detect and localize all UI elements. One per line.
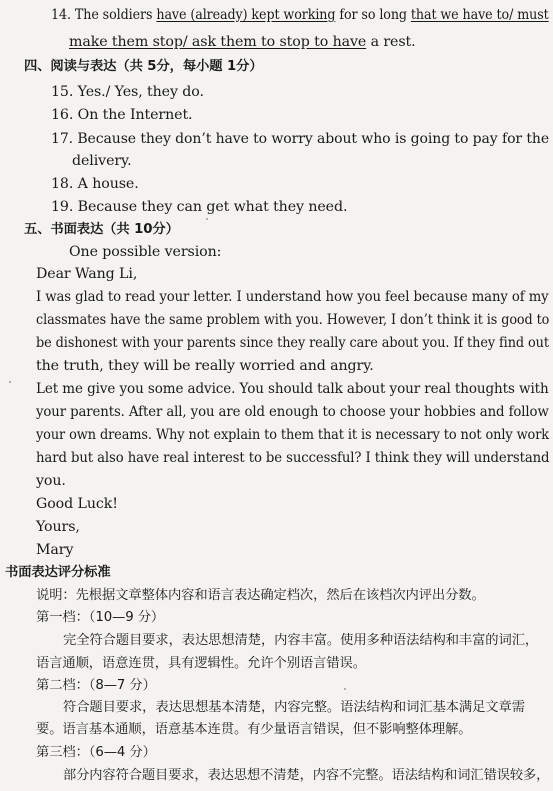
answer-14-underlined-b: that we have to/ must — [410, 7, 549, 23]
answer-18: 18. A house. — [51, 176, 139, 192]
letter-para1-line2: classmates have the same problem with you. However, I don’t think it is good to — [36, 312, 550, 328]
tier-2-text-line1: 符合题目要求，表达思想基本清楚，内容完整。语法结构和词汇基本满足文章需 — [63, 700, 525, 715]
letter-para2-line3: your own dreams. Why not explain to them that it is necessary to not only work — [36, 427, 550, 443]
letter-greeting: Dear Wang Li, — [36, 266, 138, 282]
answer-15: 15. Yes./ Yes, they do. — [51, 84, 204, 100]
answer-16: 16. On the Internet. — [51, 107, 193, 123]
letter-para2-line1: Let me give you some advice. You should talk about your real thoughts with — [36, 381, 549, 397]
answer-14-number: 14. — [51, 7, 75, 23]
scan-speck — [206, 218, 208, 220]
letter-para1-line1: I was glad to read your letter. I understand how you feel because many of my — [36, 289, 549, 305]
answer-14-line2 — [69, 33, 416, 51]
section-5-heading: 五、书面表达（共 10分） — [24, 222, 179, 237]
answer-17-line2: delivery. — [72, 153, 132, 169]
tier-1-title: 第一档：（10—9 分） — [36, 610, 165, 625]
tier-2-text-line2: 要。语言基本通顺，语意基本连贯。有少量语言错误，但不影响整体理解。 — [36, 722, 472, 737]
letter-sign-off: Yours, — [36, 519, 80, 535]
section-4-heading: 四、阅读与表达（共 5分，每小题 1分） — [24, 59, 263, 74]
answer-14-text-c: a rest. — [366, 34, 416, 50]
sample-intro: One possible version: — [69, 244, 222, 260]
letter-para1-line4: the truth, they will be really worried and angry. — [36, 358, 374, 374]
letter-para1-line3: be dishonest with your parents since they really care about you. If they find out — [36, 335, 549, 351]
tier-3-text-line1: 部分内容符合题目要求，表达思想不清楚，内容不完整。语法结构和词汇错误较多， — [63, 768, 550, 783]
letter-para2-line5: you. — [36, 473, 66, 489]
scan-speck — [344, 688, 346, 690]
letter-para2-line4: hard but also have real interest to be successful? I think they will understand — [36, 450, 550, 466]
scoring-note: 说明：先根据文章整体内容和语言表达确定档次，然后在该档次内评出分数。 — [36, 588, 485, 603]
answer-14-text-a: The soldiers — [74, 7, 157, 23]
letter-signature: Mary — [36, 542, 74, 558]
tier-3-title: 第三档：（6—4 分） — [36, 745, 156, 760]
tier-1-text-line1: 完全符合题目要求，表达思想清楚，内容丰富。使用多种语法结构和丰富的词汇， — [63, 633, 539, 648]
answer-14-underlined-a: have (already) kept working — [156, 7, 336, 23]
tier-1-text-line2: 语言通顺，语意连贯，具有逻辑性。允许个别语言错误。 — [36, 656, 366, 671]
scoring-title: 书面表达评分标准 — [5, 565, 111, 580]
answer-14-underlined-c: make them stop/ ask them to stop to have — [69, 34, 367, 50]
letter-closing: Good Luck! — [36, 496, 118, 512]
letter-para2-line2: your parents. After all, you are old enough to choose your hobbies and follow — [36, 404, 549, 420]
answer-14-line1 — [51, 6, 549, 24]
answer-19: 19. Because they can get what they need. — [51, 199, 348, 215]
answer-14-text-b: for so long — [335, 7, 411, 23]
answer-17-line1: 17. Because they don’t have to worry about who is going to pay for the — [51, 131, 550, 147]
tier-2-title: 第二档：（8—7 分） — [36, 678, 156, 693]
scan-speck — [9, 381, 11, 383]
